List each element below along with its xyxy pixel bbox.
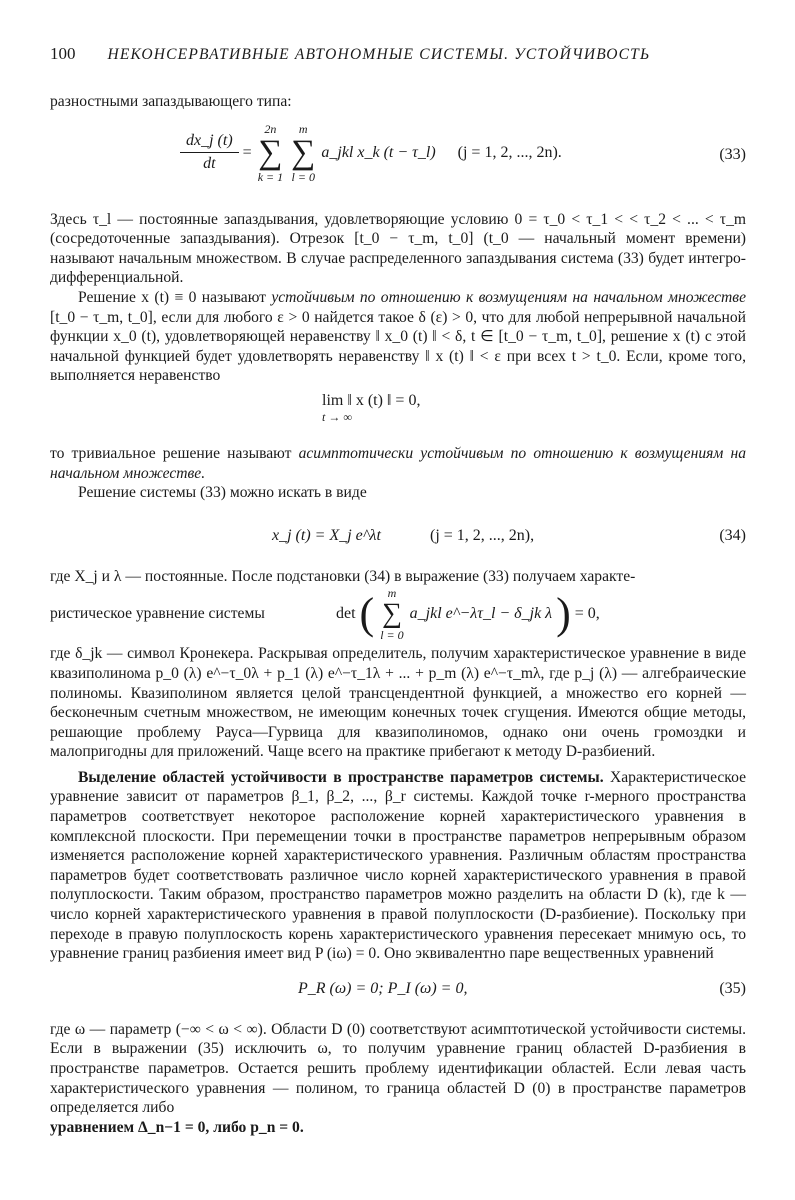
equation-34 [50,509,746,567]
page-header [50,44,746,74]
paragraph-quasipolynomial: где δ_jk — символ Кронекера. Раскрывая определитель, получим характеристическое уравнение в виде квазиполинома p_0 (λ) e^−τ_0λ + p_1 (λ) e^−τ_1λ + ... + p_m (λ) e^−τ_mλ, где p_j (λ) — алгебраические полиномы. Квазиполином является целой трансцендентной функцией, а множество его корней — бесконечным счетным множеством, не имеющим конечных точек сгущения. Имеются общие методы, решающие проблему Рауса—Гурвица для квазиполиномов, однако они очень громоздки и малопригодны для приложений. Чаще всего на практике прибегают к методу D-разбиений. [50,645,746,761]
paragraph-asymptotic: то тривиальное решение называют асимптотически устойчивым по отношению к возмущениям на начальном множестве. [50,444,746,482]
intro-line: разностными запаздывающего типа: [50,93,292,110]
char-equation: det ( m ∑ l = 0 a_jkl e^−λτ_l − δ_jk λ ) = 0, [336,586,600,643]
eq33-body: a_jkl x_k (t − τ_l) [321,143,436,161]
running-title: НЕКОНСЕРВАТИВНЫЕ АВТОНОМНЫЕ СИСТЕМЫ. УСТОЙЧИВОСТЬ [107,46,651,63]
char-equation-line [50,586,746,643]
paragraph-stability-def: Решение x (t) ≡ 0 называют устойчивым по отношению к возмущениям на начальном множестве [t_0 − τ_m, t_0], если для любого ε > 0 найдется такое δ (ε) > 0, что для любой непрерывной начальной функции x_0 (t), удовлетворяющей неравенству ‖ x_0 (t) ‖ < δ, t ∈ [t_0 − τ_m, t_0], решение x (t) с этой начальной функцией будет удовлетворять неравенству ‖ x (t) ‖ < ε при всех t > t_0. Если, кроме того, выполняется неравенство [50,288,746,385]
eq35-body: P_R (ω) = 0; P_I (ω) = 0, [298,979,468,997]
char-eq-intro: ристическое уравнение системы [50,605,265,623]
eq33-number: (33) [719,145,746,163]
eq34-number: (34) [719,526,746,544]
eq33-sum-k: 2n ∑ k = 1 [257,121,284,184]
equation-33: $\frac{dx\_j (t)}{dt}$ = 2n ∑ k = 1 m ∑ l = 0 a_jkl x_k (t − τ_l) (j = 1, 2, ..., 2n). (33) [50,118,746,196]
eq33-fraction: $\frac{dx\_j (t)}{dt}$ [180,132,239,173]
paragraph-substitution: где X_j и λ — постоянные. После подстановки (34) в выражение (33) получаем характе- [50,567,636,585]
eq35-number: (35) [719,979,746,997]
eq34-body: x_j (t) = X_j e^λt [272,526,381,544]
limit-equation: lim ‖ x (t) ‖ = 0, t → ∞ [322,391,421,424]
equation-35 [50,968,746,1014]
eq33-range: (j = 1, 2, ..., 2n). [457,143,562,161]
eq34-range: (j = 1, 2, ..., 2n), [430,526,535,544]
paragraph-d-partition: где ω — параметр (−∞ < ω < ∞). Области D (0) соответствуют асимптотической устойчивости системы. Если в выражении (35) исключить ω, то получим уравнение границ областей D-разбиения в пространстве параметров. Остается решить проблему идентификации областей. Если левая часть характеристического уравнения — полином, то граница областей D (0) в пространстве параметров определяется либо [50,1020,746,1117]
paragraph-solution-form: Решение системы (33) можно искать в виде [78,484,367,502]
paragraph-final-equation: уравнением Δ_n−1 = 0, либо p_n = 0. [50,1118,304,1136]
page-number: 100 [50,44,76,63]
eq33-sum-l: m ∑ l = 0 [291,121,316,184]
paragraph-stability-regions: Выделение областей устойчивости в пространстве параметров системы. Характеристическое уравнение зависит от параметров β_1, β_2, ..., β_r системы. Каждой точке r-мерного пространства параметров соответствует некоторое расположение корней характеристического уравнения в комплексной плоскости. При перемещении точки в пространстве параметров непрерывным образом изменяется расположение корней характеристического уравнения. Различным областям пространства параметров будет соответствовать различное число корней характеристического уравнения в правой полуплоскости. Таким образом, пространство параметров можно разделить на области D (k), где k — число корней характеристического уравнения в правой полуплоскости (D-разбиение). Поскольку при переходе в правую полуплоскость корень характеристического уравнения пересекает мнимую ось, то уравнение границ разбиения имеет вид P (iω) = 0. Оно эквивалентно паре вещественных уравнений [50,768,746,963]
paragraph-delays: Здесь τ_l — постоянные запаздывания, удовлетворяющие условию 0 = τ_0 < τ_1 < < τ_2 < ... < τ_m (сосредоточенные запаздывания). Отрезок [t_0 − τ_m, t_0] (t_0 — начальный момент времени) называют начальным множеством. В случае распределенного запаздывания система (33) будет интегро-дифференциальной. [50,210,746,287]
book-page [50,44,746,1137]
